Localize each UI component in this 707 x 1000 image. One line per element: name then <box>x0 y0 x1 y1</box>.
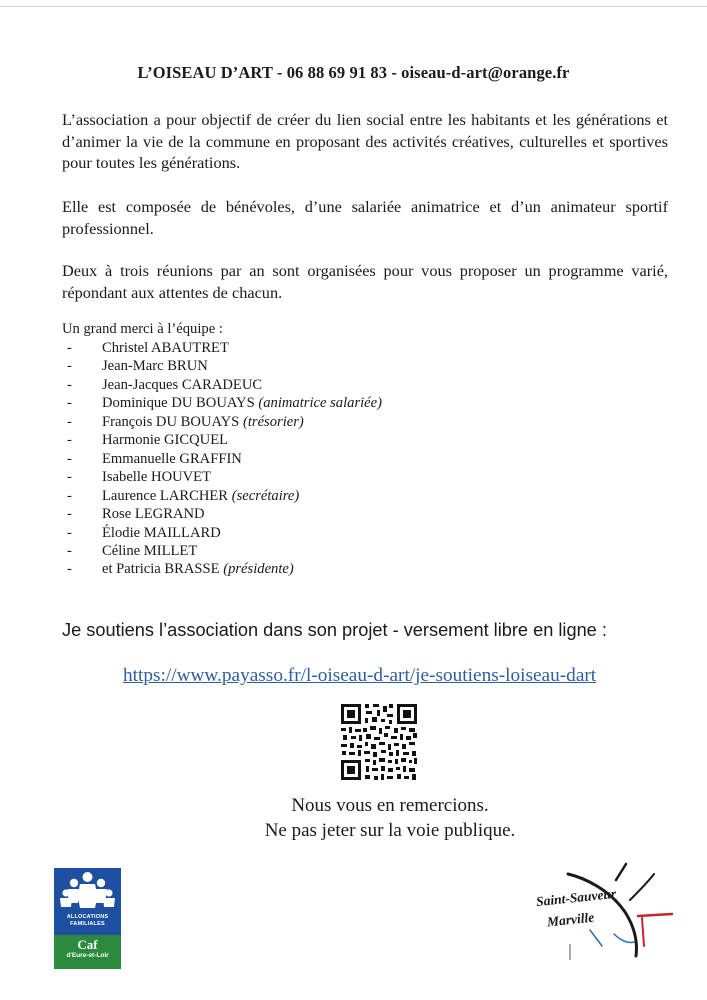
member-name: Jean-Marc BRUN <box>102 358 208 375</box>
paragraph-meetings: Deux à trois réunions par an sont organisées pour vous proposer un programme varié, répondant aux attentes de chacun. <box>62 261 668 302</box>
do-not-litter-line: Ne pas jeter sur la voie publique. <box>264 820 516 841</box>
member-name: Dominique DU BOUAYS <box>102 395 255 412</box>
caf-family-icon <box>54 868 121 914</box>
member-role: (animatrice salariée) <box>258 395 382 412</box>
caf-title-line1: ALLOCATIONS <box>66 914 109 920</box>
member-role: (trésorier) <box>242 413 304 430</box>
member-name: Isabelle HOUVET <box>102 469 212 486</box>
team-member <box>62 524 382 542</box>
member-name: et Patricia BRASSE <box>102 561 220 578</box>
member-name: Christel ABAUTRET <box>102 340 229 356</box>
bullet-dash: - <box>67 469 72 486</box>
caf-logo-top <box>54 868 121 935</box>
header-contact: L’OISEAU D’ART - 06 88 69 91 83 - oiseau-d-art@orange.fr <box>137 63 570 82</box>
paragraph-objective: L’association a pour objectif de créer du lien social entre les habitants et les générations et d’animer la vie de la commune en proposant des activités créatives, culturelles et sportives pour toutes les générations. <box>62 110 668 172</box>
bullet-dash: - <box>67 450 72 467</box>
member-name: Laurence LARCHER <box>102 487 229 504</box>
member-role: (présidente) <box>223 561 294 578</box>
team-member <box>62 394 382 412</box>
member-name: Harmonie GICQUEL <box>102 432 229 449</box>
member-name: Jean-Jacques CARADEUC <box>102 376 263 393</box>
bullet-dash: - <box>67 395 72 412</box>
member-name: Emmanuelle GRAFFIN <box>102 450 242 467</box>
saint-sauveur-marville-logo <box>530 860 680 965</box>
team-member <box>62 542 382 560</box>
member-name: Élodie MAILLARD <box>102 524 221 541</box>
thank-you-line: Nous vous en remercions. <box>291 795 489 816</box>
team-member <box>62 505 382 523</box>
team-member <box>62 431 382 449</box>
member-name: Rose LEGRAND <box>102 506 205 523</box>
caf-department: d'Eure-et-Loir <box>66 952 109 959</box>
caf-title-line2: FAMILIALES <box>70 921 105 927</box>
qr-code <box>339 702 419 782</box>
support-statement: Je soutiens l’association dans son projet - versement libre en ligne : <box>62 620 607 640</box>
bullet-dash: - <box>67 432 72 449</box>
member-role: (secrétaire) <box>231 487 300 504</box>
team-member <box>62 413 382 431</box>
town-name-line1: Saint-Sauveur <box>535 885 617 910</box>
bullet-dash: - <box>67 340 72 356</box>
paragraph-composition: Elle est composée de bénévoles, d’une salariée animatrice et d’un animateur sportif professionnel. <box>62 197 668 238</box>
caf-name: Caf <box>77 937 98 952</box>
thanks-intro: Un grand merci à l’équipe : <box>62 321 223 337</box>
member-name: François DU BOUAYS <box>102 413 240 430</box>
member-name: Céline MILLET <box>102 542 198 559</box>
caf-logo <box>54 868 121 969</box>
team-member <box>62 560 382 578</box>
donation-link[interactable]: https://www.payasso.fr/l-oiseau-d-art/je-soutiens-loiseau-dart <box>123 665 597 686</box>
bullet-dash: - <box>67 487 72 504</box>
team-member <box>62 450 382 468</box>
top-border-line <box>0 6 707 7</box>
bullet-dash: - <box>67 561 72 578</box>
team-member <box>62 487 382 505</box>
bullet-dash: - <box>67 506 72 523</box>
caf-logo-bottom <box>54 935 121 969</box>
town-name-line2: Marville <box>546 909 595 930</box>
bullet-dash: - <box>67 542 72 559</box>
team-member <box>62 468 382 486</box>
bullet-dash: - <box>67 524 72 541</box>
bullet-dash: - <box>67 413 72 430</box>
bullet-dash: - <box>67 376 72 393</box>
town-logo-strokes <box>530 860 680 965</box>
team-member <box>62 339 382 357</box>
team-list <box>62 339 382 579</box>
team-member <box>62 376 382 394</box>
bullet-dash: - <box>67 358 72 375</box>
team-member <box>62 357 382 375</box>
